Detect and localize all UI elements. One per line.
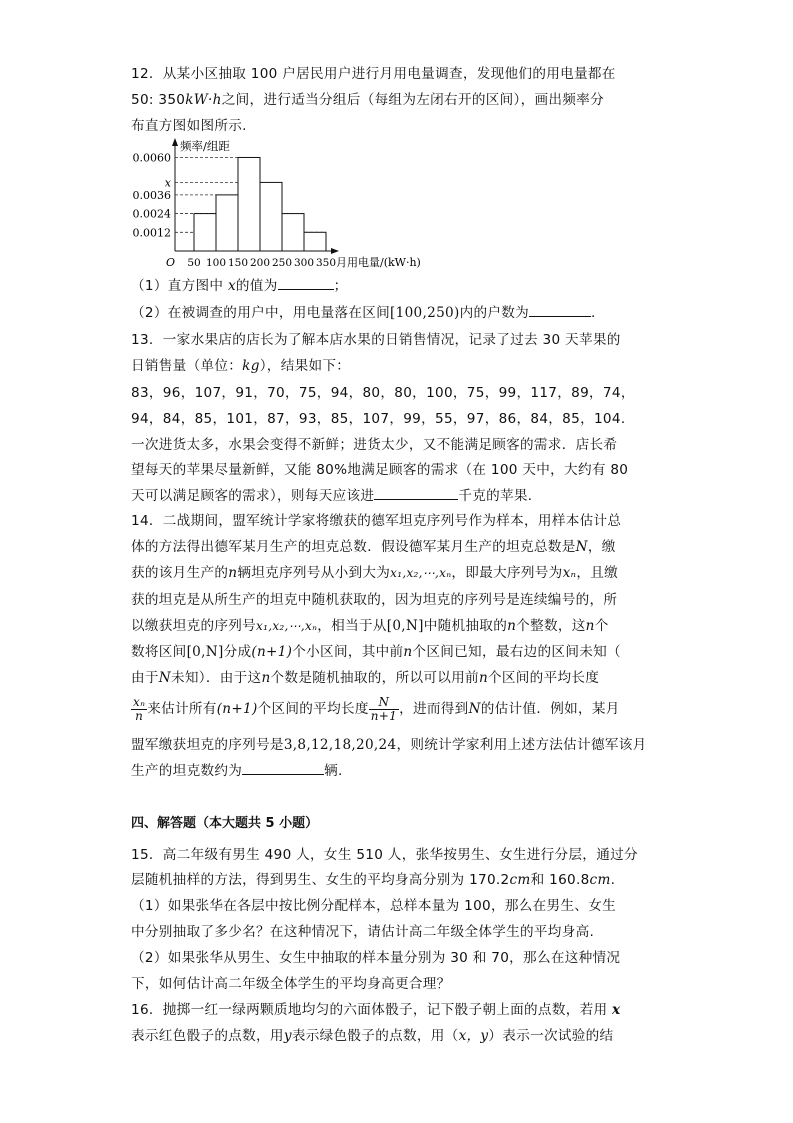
q14-line1: 14．二战期间，盟军统计学家将缴获的德军坦克序列号作为样本，用样本估计总 xyxy=(131,513,622,529)
y-axis-label: 频率/组距 xyxy=(180,139,230,153)
t: 生产的坦克数约为 xyxy=(131,763,243,779)
q13-line5: 一次进货太多，水果会变得不新鲜；进货太少，又不能满足顾客的需求．店长希 xyxy=(131,437,618,453)
q15-line1: 15．高二年级有男生 490 人，女生 510 人，张华按男生、女生进行分层，通过分 xyxy=(131,847,638,863)
var-n: n xyxy=(585,618,595,634)
q15-line6: 下，如何估计高二年级全体学生的平均身高更合理？ xyxy=(131,976,451,992)
q14-line8 xyxy=(131,694,676,724)
t: 体的方法得出德军某月生产的坦克总数．假设德军某月生产的坦克总数是 xyxy=(131,539,576,555)
x-tick-label: 200 xyxy=(249,257,271,269)
x-tick-label: 250 xyxy=(271,257,293,269)
t: 个区间已知，最右边的区间未知（ xyxy=(412,644,621,660)
t: ，缴 xyxy=(587,539,616,555)
x-tick-label: 150 xyxy=(227,257,249,269)
q14-line9 xyxy=(131,733,676,759)
q15-line4: 中分别抽取了多少名？在这种情况下，请估计高二年级全体学生的平均身高. xyxy=(131,924,595,940)
var-x: x xyxy=(612,1002,621,1018)
q12-line2-rest: 之间，进行适当分组后（每组为左闭右开的区间），画出频率分 xyxy=(221,92,604,108)
t: ，且缴 xyxy=(576,565,619,581)
t: 个 xyxy=(594,618,609,634)
y-axis-arrow xyxy=(172,138,178,146)
answer-blank[interactable] xyxy=(242,760,324,775)
t: ）表示一次试验的结 xyxy=(488,1028,614,1044)
var-n: n xyxy=(228,565,238,581)
var-n: n xyxy=(403,644,413,660)
x-tick-label: 50 xyxy=(187,257,201,269)
n-plus-1: (n+1) xyxy=(216,701,258,717)
t: 获的该月生产的 xyxy=(131,565,229,581)
q13-line7-text: 天可以满足顾客的需求），则每天应该进 xyxy=(131,488,375,504)
t: ，则统计学家利用上述方法估计德军该月 xyxy=(396,737,647,753)
q12-sub1-text: （1）直方图中 xyxy=(131,278,228,294)
y-tick-label: 0.0024 xyxy=(132,207,171,221)
answer-blank[interactable] xyxy=(278,275,334,290)
t: 未知）．由于这 xyxy=(171,670,262,686)
t: ，进而得到 xyxy=(399,701,469,717)
answer-blank[interactable] xyxy=(529,302,591,317)
q13-line6: 望每天的苹果尽量新鲜，又能 80%地满足顾客的需求（在 100 天中，大约有 80 xyxy=(131,462,629,478)
x-axis-label: 月用电量/(kW·h) xyxy=(336,256,421,269)
interval: [0,N] xyxy=(386,618,424,634)
t: 分成 xyxy=(223,644,252,660)
var-xn: xₙ xyxy=(562,565,577,581)
q13-line2-rest: ），结果如下： xyxy=(259,358,351,374)
q15-line3: （1）如果张华在各层中按比例分配样本，总样本量为 100，那么在男生、女生 xyxy=(131,898,617,914)
y-tick-label: x xyxy=(164,176,171,190)
q14-line5 xyxy=(131,614,676,640)
q14-line7 xyxy=(131,666,676,692)
t: 以缴获坦克的序列号 xyxy=(131,618,257,634)
t: 个整数，这 xyxy=(516,618,586,634)
q13-line2 xyxy=(131,354,676,380)
section-heading: 四、解答题（本大题共 5 小题） xyxy=(131,816,319,831)
var-x: x xyxy=(227,278,236,294)
origin-label: O xyxy=(166,256,176,269)
numerator: xₙ xyxy=(133,694,146,709)
t: 层随机抽样的方法，得到男生、女生的平均身高分别为 170.2 xyxy=(131,872,510,888)
t: 来估计所有 xyxy=(147,701,217,717)
q14-line6 xyxy=(131,640,676,666)
q16-line2 xyxy=(131,1024,676,1050)
histogram-bar-[300,350) xyxy=(304,232,326,251)
q13-data2: 94，84，85，101，87，93，85，107，99，55，97，86，84，85，104． xyxy=(131,411,635,427)
y-tick-label: 0.0012 xyxy=(132,226,171,240)
histogram-bar-[50,100) xyxy=(194,214,216,251)
t: 中随机抽取的 xyxy=(423,618,508,634)
y-tick-label: 0.0060 xyxy=(132,151,171,165)
q13-line7 xyxy=(131,484,676,510)
y-tick-label: 0.0036 xyxy=(132,188,171,202)
numerator: N xyxy=(369,696,399,710)
q12-sub1-text2: 的值为 xyxy=(235,278,278,294)
t: . xyxy=(610,872,616,888)
interval: [100,250) xyxy=(390,305,460,321)
q13-line7-rest: 千克的苹果． xyxy=(458,488,542,504)
t: 辆. xyxy=(324,763,343,779)
histogram-bar-[200,250) xyxy=(260,182,282,251)
t: 盟军缴获坦克的序列号是 xyxy=(131,737,284,753)
range-text: 50: 350 xyxy=(131,92,186,108)
unit-kwh: kW·h xyxy=(185,92,222,108)
t: 表示绿色骰子的点数，用（ xyxy=(291,1028,459,1044)
t: 由于 xyxy=(131,670,159,686)
q12-sub1 xyxy=(131,274,676,300)
frequency-histogram xyxy=(131,138,451,270)
histogram-bar-[100,150) xyxy=(216,195,238,251)
q12-line2 xyxy=(131,88,676,114)
var-n: n xyxy=(261,670,271,686)
q16-line1 xyxy=(131,998,676,1024)
unit-cm: cm xyxy=(589,872,611,888)
var-n: n xyxy=(507,618,517,634)
q14-line2 xyxy=(131,535,676,561)
q14-line3 xyxy=(131,561,676,587)
t: 和 160.8 xyxy=(530,872,590,888)
x-tick-label: 350 xyxy=(315,257,337,269)
answer-blank[interactable] xyxy=(374,485,458,500)
interval: [0,N] xyxy=(186,644,224,660)
q15-line2 xyxy=(131,868,676,894)
t: 数将区间 xyxy=(131,644,187,660)
denominator: n+1 xyxy=(370,708,398,723)
t: 个区间的平均长度 xyxy=(488,670,600,686)
t: 表示红色骰子的点数，用 xyxy=(131,1028,284,1044)
var-N: N xyxy=(575,539,588,555)
q13-line1: 13．一家水果店的店长为了解本店水果的日销售情况，记录了过去 30 天苹果的 xyxy=(131,332,621,348)
period: . xyxy=(591,305,596,321)
q12-sub2-text: （2）在被调查的用户中，用电量落在区间 xyxy=(131,305,391,321)
t: ，相当于从 xyxy=(317,618,387,634)
var-n: n xyxy=(478,670,488,686)
x-axis-arrow xyxy=(331,248,339,254)
q12-line1: 12．从某小区抽取 100 户居民用户进行月用电量调查，发现他们的用电量都在 xyxy=(131,66,616,82)
var-y: y xyxy=(283,1028,292,1044)
q15-line5: （2）如果张华从男生、女生中抽取的样本量分别为 30 和 70，那么在这种情况 xyxy=(131,950,621,966)
t: ，即最大序列号为 xyxy=(451,565,563,581)
n-plus-1: (n+1) xyxy=(251,644,293,660)
t: 辆坦克序列号从小到大为 xyxy=(237,565,391,581)
t: 个数是随机抽取的，所以可以用前 xyxy=(270,670,479,686)
x-tick-label: 300 xyxy=(293,257,315,269)
semicolon: ； xyxy=(333,278,348,294)
q12-line3: 布直方图如图所示. xyxy=(131,118,247,134)
x-tick-label: 100 xyxy=(205,257,227,269)
fraction-N-over-n1 xyxy=(369,696,399,723)
unit-kg: kg xyxy=(242,358,260,374)
t: 16．抛掷一红一绿两颗质地均匀的六面体骰子，记下骰子朝上面的点数，若用 xyxy=(131,1002,613,1018)
pair-xy: x，y xyxy=(458,1028,489,1044)
var-N: N xyxy=(158,670,171,686)
t: 个区间的平均长度 xyxy=(257,701,369,717)
t: 个小区间，其中前 xyxy=(292,644,404,660)
serial-numbers: 3,8,12,18,20,24 xyxy=(283,737,397,753)
q13-line2-text: 日销售量（单位： xyxy=(131,358,243,374)
q12-sub2-text2: 内的户数为 xyxy=(459,305,530,321)
q14-line10 xyxy=(131,759,676,785)
q13-data1: 83，96，107，91，70，75，94，80，80，100，75，99，117，89，74， xyxy=(131,385,635,401)
denominator: n xyxy=(135,708,144,723)
q12-sub2 xyxy=(131,301,676,327)
histogram-bar-[250,300) xyxy=(282,214,304,251)
histogram-bar-[150,200) xyxy=(238,157,260,251)
q14-line4: 获的坦克是从所生产的坦克中随机获取的，因为坦克的序列号是连续编号的，所 xyxy=(131,592,618,608)
sequence: x₁,x₂,⋯,xₙ xyxy=(390,566,452,580)
var-N: N xyxy=(468,701,481,717)
sequence: x₁,x₂,⋯,xₙ xyxy=(256,619,318,633)
fraction-xn-over-n xyxy=(131,696,147,723)
t: 的估计值．例如，某月 xyxy=(480,701,620,717)
unit-cm: cm xyxy=(509,872,531,888)
